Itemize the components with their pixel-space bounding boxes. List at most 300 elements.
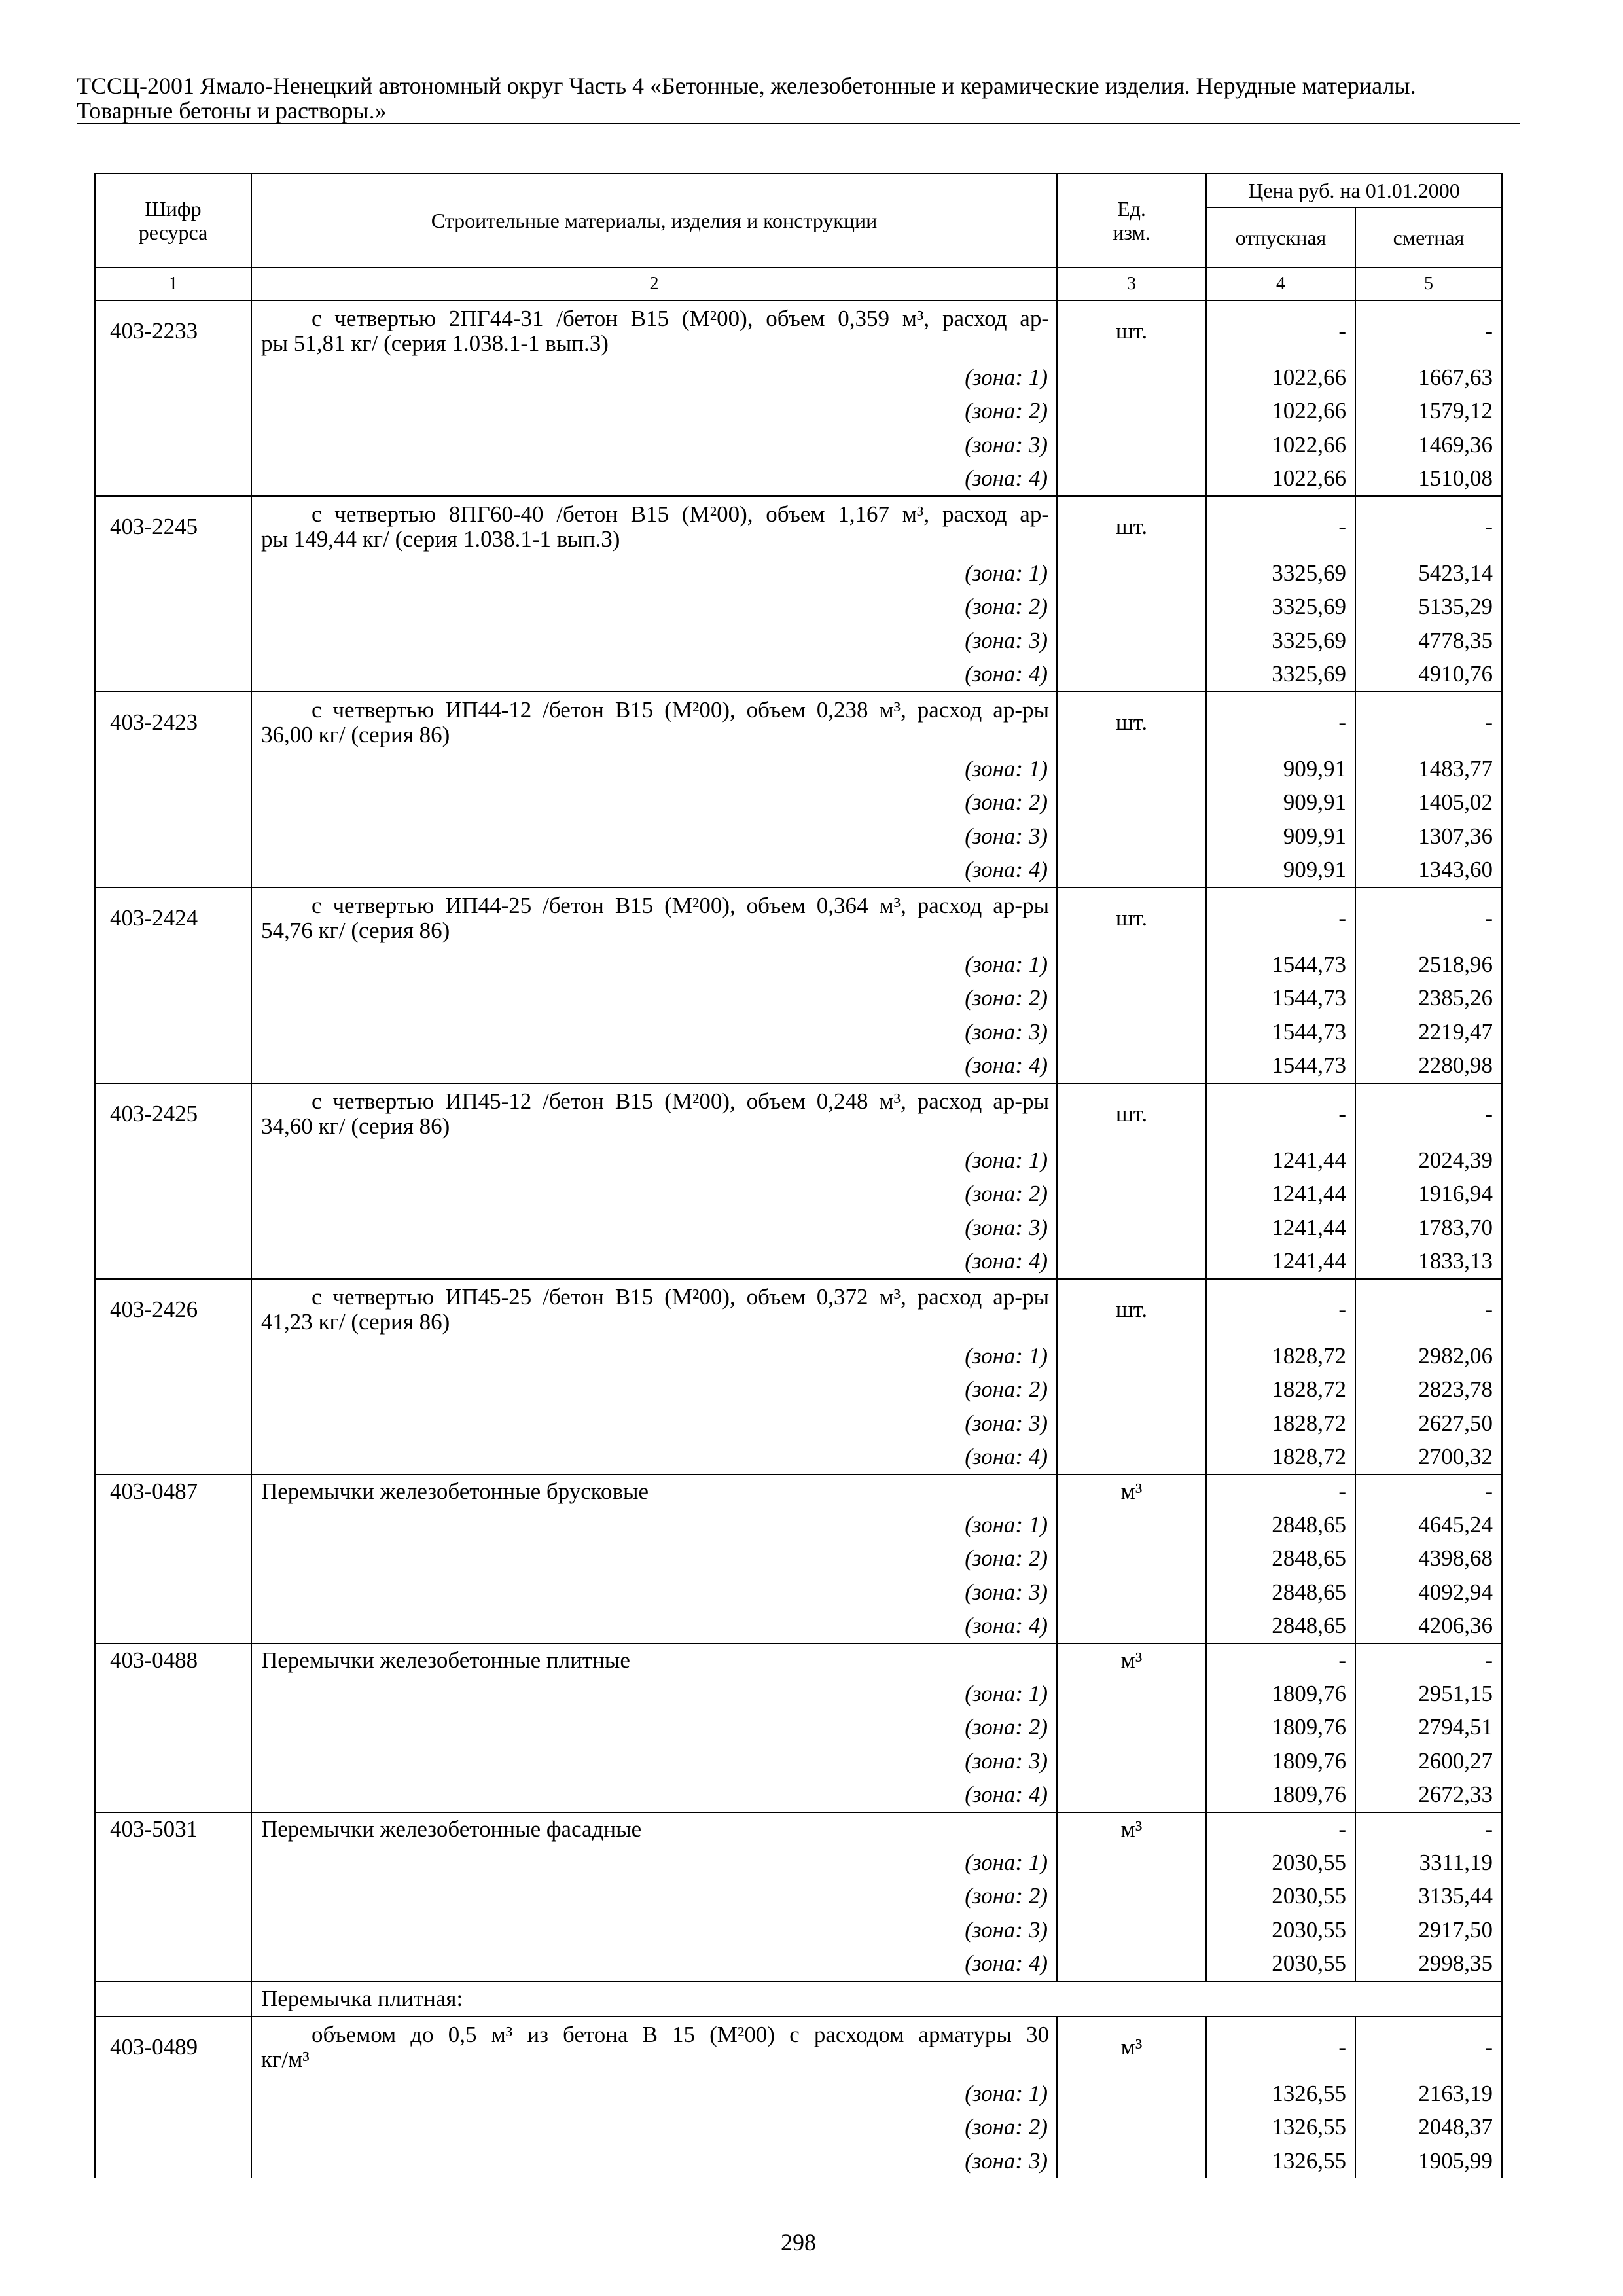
zone-release-price: 1241,44: [1205, 1177, 1355, 1211]
resource-description: [251, 888, 1056, 948]
zone-row: [94, 1913, 1503, 1947]
unit-cell-empty: [1056, 1711, 1205, 1745]
code-cell-empty: [94, 752, 251, 786]
code-cell-empty: [94, 1711, 251, 1745]
zone-label: (зона: 2): [251, 786, 1056, 820]
table-body: [94, 300, 1503, 2178]
description-line: с четвертью ИП44-12 /бетон В15 (М²00), объем 0,238 м³, расход ар-ры: [312, 696, 1049, 723]
resource-code: 403-5031: [94, 1813, 251, 1846]
zone-release-price: 1828,72: [1205, 1407, 1355, 1441]
zone-label: (зона: 3): [251, 819, 1056, 853]
unit-cell-empty: [1056, 982, 1205, 1016]
code-cell-empty: [94, 624, 251, 658]
description-line: с четвертью ИП44-25 /бетон В15 (М²00), объем 0,364 м³, расход ар-ры: [312, 892, 1049, 918]
zone-label: (зона: 2): [251, 1711, 1056, 1745]
zone-release-price: 1544,73: [1205, 1049, 1355, 1083]
zone-release-price: 1022,66: [1205, 395, 1355, 429]
code-cell-empty: [94, 1177, 251, 1211]
zone-label: (зона: 3): [251, 1913, 1056, 1947]
release-price: -: [1205, 2017, 1355, 2077]
description-line: объемом до 0,5 м³ из бетона В 15 (М²00) с расходом арматуры 30: [312, 2021, 1049, 2047]
zone-estimate-price: 2998,35: [1355, 1947, 1503, 1981]
description-line: с четвертью ИП45-25 /бетон В15 (М²00), объем 0,372 м³, расход ар-ры: [312, 1283, 1049, 1310]
unit-cell-empty: [1056, 1508, 1205, 1542]
unit-of-measure: м³: [1056, 1475, 1205, 1508]
resource-code: 403-0489: [94, 2017, 251, 2077]
unit-cell-empty: [1056, 1177, 1205, 1211]
zone-estimate-price: 2385,26: [1355, 982, 1503, 1016]
zone-row: [94, 1677, 1503, 1711]
zone-row: [94, 1778, 1503, 1812]
zone-estimate-price: 2280,98: [1355, 1049, 1503, 1083]
zone-release-price: 2848,65: [1205, 1609, 1355, 1643]
zone-label: (зона: 3): [251, 428, 1056, 462]
resource-description: [251, 301, 1056, 361]
zone-release-price: 3325,69: [1205, 624, 1355, 658]
zone-row: [94, 1744, 1503, 1778]
resource-description: [251, 1644, 1056, 1677]
code-cell-empty: [94, 2077, 251, 2111]
zone-estimate-price: 4398,68: [1355, 1542, 1503, 1576]
code-cell-empty: [94, 948, 251, 982]
unit-of-measure: шт.: [1056, 497, 1205, 556]
zone-estimate-price: 1307,36: [1355, 819, 1503, 853]
header-unit: [1056, 173, 1205, 267]
header-code-line-1: Шифр: [145, 197, 202, 221]
unit-cell-empty: [1056, 395, 1205, 429]
zone-release-price: 3325,69: [1205, 556, 1355, 590]
unit-cell-empty: [1056, 361, 1205, 395]
zone-row: [94, 948, 1503, 982]
zone-estimate-price: 1469,36: [1355, 428, 1503, 462]
description-line: 41,23 кг/ (серия 86): [261, 1308, 450, 1335]
zone-estimate-price: 1510,08: [1355, 462, 1503, 496]
zone-release-price: 1828,72: [1205, 1373, 1355, 1407]
resource-row: [94, 887, 1503, 948]
zone-release-price: 2030,55: [1205, 1880, 1355, 1914]
zone-estimate-price: 2219,47: [1355, 1015, 1503, 1049]
resource-description: [251, 497, 1056, 556]
zone-label: (зона: 3): [251, 1015, 1056, 1049]
release-price: -: [1205, 888, 1355, 948]
zone-estimate-price: 1905,99: [1355, 2144, 1503, 2178]
zone-estimate-price: 3135,44: [1355, 1880, 1503, 1914]
release-price: -: [1205, 497, 1355, 556]
zone-estimate-price: 1783,70: [1355, 1211, 1503, 1245]
unit-of-measure: м³: [1056, 1813, 1205, 1846]
zone-row: [94, 2144, 1503, 2178]
unit-cell-empty: [1056, 1947, 1205, 1981]
estimate-price: -: [1355, 1084, 1503, 1143]
zone-estimate-price: 2951,15: [1355, 1677, 1503, 1711]
unit-of-measure: шт.: [1056, 1280, 1205, 1339]
resource-code: 403-0487: [94, 1475, 251, 1508]
zone-release-price: 1022,66: [1205, 361, 1355, 395]
zone-row: [94, 1015, 1503, 1049]
zone-label: (зона: 3): [251, 2144, 1056, 2178]
zone-estimate-price: 1483,77: [1355, 752, 1503, 786]
code-cell-empty: [94, 1508, 251, 1542]
unit-cell-empty: [1056, 1015, 1205, 1049]
header-release-text: отпускная: [1235, 226, 1327, 249]
code-cell-empty: [94, 786, 251, 820]
code-cell-empty: [94, 819, 251, 853]
column-number: 3: [1056, 268, 1205, 300]
code-cell-empty: [94, 853, 251, 888]
zone-estimate-price: 4092,94: [1355, 1575, 1503, 1609]
unit-cell-empty: [1056, 786, 1205, 820]
zone-release-price: 1022,66: [1205, 462, 1355, 496]
code-cell-empty: [94, 1143, 251, 1177]
unit-cell-empty: [1056, 1744, 1205, 1778]
header-unit-line-2: изм.: [1113, 221, 1150, 244]
zone-label: (зона: 2): [251, 2111, 1056, 2145]
zone-row: [94, 1177, 1503, 1211]
code-cell-empty: [94, 1211, 251, 1245]
zone-row: [94, 1373, 1503, 1407]
unit-cell-empty: [1056, 1846, 1205, 1880]
unit-cell-empty: [1056, 1542, 1205, 1576]
zone-row: [94, 1609, 1503, 1643]
zone-row: [94, 2111, 1503, 2145]
zone-release-price: 1326,55: [1205, 2077, 1355, 2111]
unit-cell-empty: [1056, 1913, 1205, 1947]
unit-of-measure: шт.: [1056, 1084, 1205, 1143]
zone-estimate-price: 4910,76: [1355, 658, 1503, 692]
header-price-text: Цена руб. на 01.01.2000: [1248, 179, 1460, 202]
zone-release-price: 1544,73: [1205, 982, 1355, 1016]
zone-release-price: 909,91: [1205, 752, 1355, 786]
code-cell-empty: [94, 1947, 251, 1981]
zone-estimate-price: 2982,06: [1355, 1339, 1503, 1373]
zone-label: (зона: 4): [251, 1049, 1056, 1083]
unit-of-measure: шт.: [1056, 301, 1205, 361]
unit-cell-empty: [1056, 624, 1205, 658]
code-cell-empty: [94, 1744, 251, 1778]
description-line: Перемычки железобетонные фасадные: [261, 1816, 642, 1842]
estimate-price: -: [1355, 888, 1503, 948]
zone-row: [94, 624, 1503, 658]
zone-row: [94, 462, 1503, 496]
header-name-text: Строительные материалы, изделия и конструкции: [431, 209, 878, 232]
zone-estimate-price: 3311,19: [1355, 1846, 1503, 1880]
zone-row: [94, 982, 1503, 1016]
description-line: с четвертью 2ПГ44-31 /бетон В15 (М²00), объем 0,359 м³, расход ар-: [312, 305, 1049, 331]
code-cell-empty: [94, 462, 251, 496]
zone-estimate-price: 5423,14: [1355, 556, 1503, 590]
header-price: [1205, 173, 1503, 207]
group-row: [94, 1981, 1503, 2016]
group-title: Перемычка плитная:: [251, 1982, 1503, 2016]
zone-label: (зона: 2): [251, 1177, 1056, 1211]
unit-cell-empty: [1056, 1407, 1205, 1441]
unit-cell-empty: [1056, 1339, 1205, 1373]
zone-estimate-price: 1916,94: [1355, 1177, 1503, 1211]
zone-release-price: 1828,72: [1205, 1441, 1355, 1475]
zone-label: (зона: 4): [251, 1441, 1056, 1475]
header-material-name: [251, 173, 1056, 267]
code-cell-empty: [94, 658, 251, 692]
header-code-line-2: ресурса: [138, 221, 208, 244]
column-number: 2: [251, 268, 1056, 300]
zone-release-price: 909,91: [1205, 786, 1355, 820]
zone-release-price: 1809,76: [1205, 1778, 1355, 1812]
zone-row: [94, 658, 1503, 692]
unit-cell-empty: [1056, 1049, 1205, 1083]
zone-release-price: 2848,65: [1205, 1575, 1355, 1609]
document-title-line-2: Товарные бетоны и растворы.»: [77, 98, 387, 124]
zone-row: [94, 1508, 1503, 1542]
column-number: 4: [1205, 268, 1355, 300]
code-cell-empty: [94, 428, 251, 462]
resource-row: [94, 1474, 1503, 1508]
zone-label: (зона: 2): [251, 590, 1056, 624]
zone-label: (зона: 1): [251, 2077, 1056, 2111]
zone-label: (зона: 4): [251, 1245, 1056, 1279]
unit-cell-empty: [1056, 1677, 1205, 1711]
zone-estimate-price: 1667,63: [1355, 361, 1503, 395]
code-cell-empty: [94, 1339, 251, 1373]
zone-estimate-price: 1833,13: [1355, 1245, 1503, 1279]
description-line: Перемычки железобетонные брусковые: [261, 1479, 649, 1504]
unit-of-measure: м³: [1056, 2017, 1205, 2077]
resource-row: [94, 2016, 1503, 2077]
description-line: Перемычки железобетонные плитные: [261, 1647, 630, 1673]
zone-estimate-price: 2163,19: [1355, 2077, 1503, 2111]
zone-label: (зона: 1): [251, 1143, 1056, 1177]
resource-description: [251, 1280, 1056, 1339]
zone-row: [94, 1542, 1503, 1576]
zone-release-price: 2030,55: [1205, 1913, 1355, 1947]
estimate-price: -: [1355, 1644, 1503, 1677]
header-divider: [77, 123, 1520, 124]
description-line: 36,00 кг/ (серия 86): [261, 721, 450, 747]
table-header: [94, 173, 1503, 267]
resource-row: [94, 1083, 1503, 1143]
description-line: 54,76 кг/ (серия 86): [261, 917, 450, 943]
unit-of-measure: м³: [1056, 1644, 1205, 1677]
code-cell-empty: [94, 2144, 251, 2178]
zone-row: [94, 2077, 1503, 2111]
zone-label: (зона: 3): [251, 624, 1056, 658]
zone-estimate-price: 1343,60: [1355, 853, 1503, 888]
zone-label: (зона: 3): [251, 1575, 1056, 1609]
zone-row: [94, 853, 1503, 888]
zone-label: (зона: 2): [251, 395, 1056, 429]
zone-release-price: 1022,66: [1205, 428, 1355, 462]
release-price: -: [1205, 1280, 1355, 1339]
zone-label: (зона: 1): [251, 1339, 1056, 1373]
zone-label: (зона: 1): [251, 1846, 1056, 1880]
zone-label: (зона: 1): [251, 556, 1056, 590]
document-header: [77, 73, 1520, 123]
code-cell-empty: [94, 1049, 251, 1083]
resource-code: 403-2423: [94, 692, 251, 752]
zone-label: (зона: 2): [251, 1373, 1056, 1407]
code-cell-empty: [94, 361, 251, 395]
release-price: -: [1205, 301, 1355, 361]
description-line: ры 51,81 кг/ (серия 1.038.1-1 вып.3): [261, 330, 609, 356]
zone-release-price: 1241,44: [1205, 1245, 1355, 1279]
code-cell-empty: [94, 1575, 251, 1609]
resource-code: 403-2233: [94, 301, 251, 361]
resource-row: [94, 1812, 1503, 1846]
estimate-price: -: [1355, 1813, 1503, 1846]
code-cell-empty: [94, 1542, 251, 1576]
zone-estimate-price: 2672,33: [1355, 1778, 1503, 1812]
estimate-price: -: [1355, 692, 1503, 752]
zone-release-price: 3325,69: [1205, 658, 1355, 692]
zone-release-price: 2848,65: [1205, 1542, 1355, 1576]
zone-row: [94, 1711, 1503, 1745]
zone-estimate-price: 4645,24: [1355, 1508, 1503, 1542]
unit-cell-empty: [1056, 1778, 1205, 1812]
zone-label: (зона: 3): [251, 1744, 1056, 1778]
estimate-price: -: [1355, 301, 1503, 361]
header-resource-code: [94, 173, 251, 267]
resource-row: [94, 1643, 1503, 1677]
release-price: -: [1205, 1084, 1355, 1143]
zone-estimate-price: 2794,51: [1355, 1711, 1503, 1745]
code-cell-empty: [94, 556, 251, 590]
resource-row: [94, 495, 1503, 556]
unit-cell-empty: [1056, 462, 1205, 496]
zone-label: (зона: 1): [251, 948, 1056, 982]
release-price: -: [1205, 1475, 1355, 1508]
code-cell-empty: [94, 982, 251, 1016]
zone-estimate-price: 4778,35: [1355, 624, 1503, 658]
zone-row: [94, 1575, 1503, 1609]
unit-cell-empty: [1056, 1575, 1205, 1609]
zone-release-price: 1809,76: [1205, 1744, 1355, 1778]
release-price: -: [1205, 1644, 1355, 1677]
estimate-price: -: [1355, 2017, 1503, 2077]
zone-release-price: 2848,65: [1205, 1508, 1355, 1542]
zone-release-price: 1326,55: [1205, 2144, 1355, 2178]
code-cell-empty: [94, 1913, 251, 1947]
zone-label: (зона: 2): [251, 1880, 1056, 1914]
zone-release-price: 1241,44: [1205, 1143, 1355, 1177]
code-cell-empty: [94, 1407, 251, 1441]
unit-of-measure: шт.: [1056, 692, 1205, 752]
unit-cell-empty: [1056, 752, 1205, 786]
code-cell-empty: [94, 1245, 251, 1279]
zone-row: [94, 395, 1503, 429]
unit-cell-empty: [1056, 428, 1205, 462]
zone-estimate-price: 5135,29: [1355, 590, 1503, 624]
zone-release-price: 2030,55: [1205, 1947, 1355, 1981]
code-cell-empty: [94, 1982, 251, 2016]
zone-row: [94, 1880, 1503, 1914]
zone-row: [94, 1211, 1503, 1245]
zone-row: [94, 786, 1503, 820]
unit-cell-empty: [1056, 2077, 1205, 2111]
unit-cell-empty: [1056, 819, 1205, 853]
description-line: 34,60 кг/ (серия 86): [261, 1113, 450, 1139]
code-cell-empty: [94, 1015, 251, 1049]
page-number: 298: [781, 2229, 816, 2255]
zone-estimate-price: 2823,78: [1355, 1373, 1503, 1407]
price-table: [94, 173, 1503, 2178]
unit-cell-empty: [1056, 1143, 1205, 1177]
zone-estimate-price: 2024,39: [1355, 1143, 1503, 1177]
description-line: кг/м³: [261, 2046, 310, 2072]
zone-row: [94, 752, 1503, 786]
resource-row: [94, 691, 1503, 752]
description-line: ры 149,44 кг/ (серия 1.038.1-1 вып.3): [261, 526, 620, 552]
resource-description: [251, 1475, 1056, 1508]
zone-estimate-price: 2627,50: [1355, 1407, 1503, 1441]
header-estimate-price: [1355, 207, 1503, 267]
zone-label: (зона: 4): [251, 462, 1056, 496]
resource-code: 403-2245: [94, 497, 251, 556]
unit-cell-empty: [1056, 1211, 1205, 1245]
zone-estimate-price: 2700,32: [1355, 1441, 1503, 1475]
zone-release-price: 1241,44: [1205, 1211, 1355, 1245]
header-estimate-text: сметная: [1393, 226, 1465, 249]
estimate-price: -: [1355, 497, 1503, 556]
zone-label: (зона: 1): [251, 1677, 1056, 1711]
zone-label: (зона: 4): [251, 658, 1056, 692]
code-cell-empty: [94, 1441, 251, 1475]
document-title-line-1: ТССЦ-2001 Ямало-Ненецкий автономный округ Часть 4 «Бетонные, железобетонные и керамические изделия. Нерудные материалы.: [77, 73, 1416, 99]
zone-label: (зона: 3): [251, 1407, 1056, 1441]
unit-of-measure: шт.: [1056, 888, 1205, 948]
zone-row: [94, 1947, 1503, 1981]
zone-estimate-price: 4206,36: [1355, 1609, 1503, 1643]
zone-row: [94, 361, 1503, 395]
column-number: 5: [1355, 268, 1503, 300]
zone-row: [94, 1049, 1503, 1083]
unit-cell-empty: [1056, 556, 1205, 590]
resource-code: 403-2424: [94, 888, 251, 948]
zone-label: (зона: 4): [251, 1778, 1056, 1812]
unit-cell-empty: [1056, 853, 1205, 888]
zone-estimate-price: 2518,96: [1355, 948, 1503, 982]
resource-code: 403-0488: [94, 1644, 251, 1677]
code-cell-empty: [94, 1373, 251, 1407]
zone-row: [94, 556, 1503, 590]
release-price: -: [1205, 1813, 1355, 1846]
estimate-price: -: [1355, 1475, 1503, 1508]
resource-description: [251, 2017, 1056, 2077]
zone-row: [94, 1441, 1503, 1475]
release-price: -: [1205, 692, 1355, 752]
zone-label: (зона: 2): [251, 1542, 1056, 1576]
resource-row: [94, 1278, 1503, 1339]
zone-label: (зона: 1): [251, 1508, 1056, 1542]
code-cell-empty: [94, 1846, 251, 1880]
zone-label: (зона: 1): [251, 361, 1056, 395]
zone-release-price: 1809,76: [1205, 1677, 1355, 1711]
zone-estimate-price: 2600,27: [1355, 1744, 1503, 1778]
zone-release-price: 1544,73: [1205, 948, 1355, 982]
zone-release-price: 1326,55: [1205, 2111, 1355, 2145]
header-unit-line-1: Ед.: [1117, 197, 1146, 221]
zone-label: (зона: 4): [251, 1609, 1056, 1643]
zone-estimate-price: 2917,50: [1355, 1913, 1503, 1947]
resource-row: [94, 300, 1503, 361]
unit-cell-empty: [1056, 1880, 1205, 1914]
code-cell-empty: [94, 590, 251, 624]
zone-release-price: 1809,76: [1205, 1711, 1355, 1745]
code-cell-empty: [94, 1677, 251, 1711]
resource-description: [251, 1813, 1056, 1846]
resource-code: 403-2426: [94, 1280, 251, 1339]
zone-row: [94, 1407, 1503, 1441]
zone-release-price: 909,91: [1205, 853, 1355, 888]
code-cell-empty: [94, 2111, 251, 2145]
